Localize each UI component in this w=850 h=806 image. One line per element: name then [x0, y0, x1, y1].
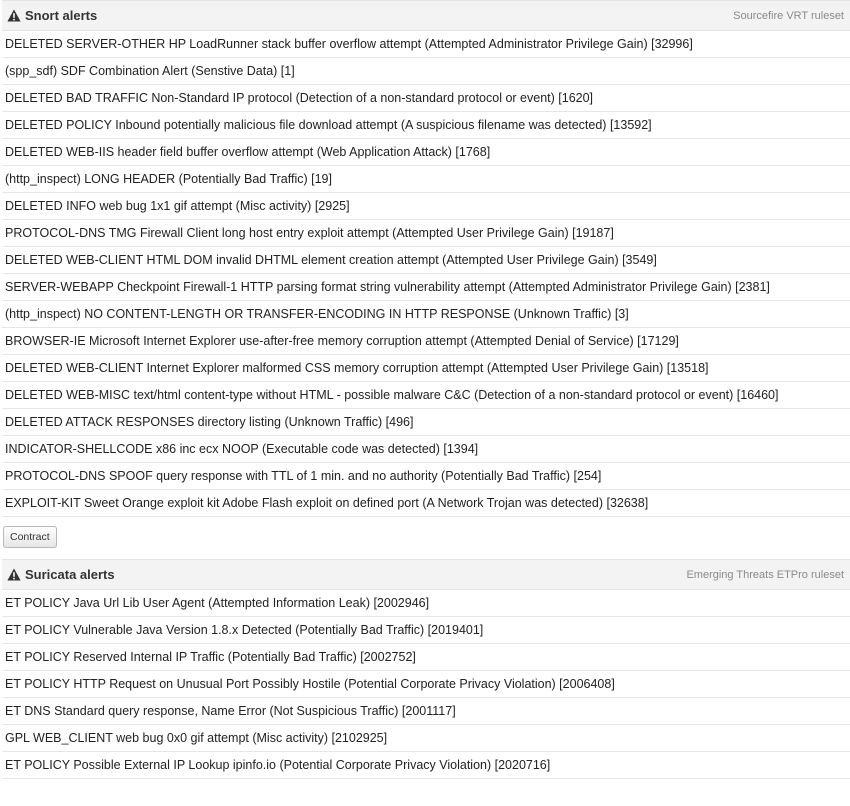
- alert-item: INDICATOR-SHELLCODE x86 inc ecx NOOP (Executable code was detected) [1394]: [2, 436, 850, 463]
- alert-item: GPL WEB_CLIENT web bug 0x0 gif attempt (Misc activity) [2102925]: [2, 725, 850, 752]
- suricata-alerts-panel: [2, 559, 850, 779]
- alert-item: ET POLICY Java Url Lib User Agent (Attempted Information Leak) [2002946]: [2, 590, 850, 617]
- suricata-ruleset-label: Emerging Threats ETPro ruleset: [686, 568, 844, 581]
- alert-item: BROWSER-IE Microsoft Internet Explorer use-after-free memory corruption attempt (Attempted Denial of Service) [17129]: [2, 328, 850, 355]
- alert-item: PROTOCOL-DNS SPOOF query response with TTL of 1 min. and no authority (Potentially Bad Traffic) [254]: [2, 463, 850, 490]
- snort-alert-list: [2, 31, 850, 517]
- snort-alerts-title: Snort alerts: [25, 8, 98, 23]
- suricata-alerts-header: [2, 559, 850, 590]
- alert-item: ET POLICY HTTP Request on Unusual Port Possibly Hostile (Potential Corporate Privacy Violation) [2006408]: [2, 671, 850, 698]
- snort-ruleset-label: Sourcefire VRT ruleset: [733, 9, 844, 22]
- alert-item: (spp_sdf) SDF Combination Alert (Senstive Data) [1]: [2, 58, 850, 85]
- warning-icon: [7, 9, 21, 22]
- snort-alerts-header: [2, 0, 850, 31]
- alert-item: DELETED WEB-CLIENT Internet Explorer malformed CSS memory corruption attempt (Attempted User Privilege Gain) [13518]: [2, 355, 850, 382]
- suricata-alerts-title-wrap: [7, 567, 115, 582]
- alert-item: EXPLOIT-KIT Sweet Orange exploit kit Adobe Flash exploit on defined port (A Network Trojan was detected) [32638]: [2, 490, 850, 517]
- panel-gap: [0, 552, 850, 559]
- alert-item: DELETED INFO web bug 1x1 gif attempt (Misc activity) [2925]: [2, 193, 850, 220]
- contract-button[interactable]: Contract: [3, 526, 57, 548]
- alert-item: DELETED WEB-CLIENT HTML DOM invalid DHTML element creation attempt (Attempted User Privilege Gain) [3549]: [2, 247, 850, 274]
- suricata-alerts-title: Suricata alerts: [25, 567, 115, 582]
- snort-button-row: [2, 517, 850, 552]
- alert-item: DELETED BAD TRAFFIC Non-Standard IP protocol (Detection of a non-standard protocol or event) [1620]: [2, 85, 850, 112]
- alert-item: ET POLICY Vulnerable Java Version 1.8.x Detected (Potentially Bad Traffic) [2019401]: [2, 617, 850, 644]
- alert-item: DELETED POLICY Inbound potentially malicious file download attempt (A suspicious filename was detected) [13592]: [2, 112, 850, 139]
- alert-item: DELETED SERVER-OTHER HP LoadRunner stack buffer overflow attempt (Attempted Administrator Privilege Gain) [32996]: [2, 31, 850, 58]
- alert-item: DELETED WEB-IIS header field buffer overflow attempt (Web Application Attack) [1768]: [2, 139, 850, 166]
- suricata-alert-list: [2, 590, 850, 779]
- snort-alerts-title-wrap: [7, 8, 97, 23]
- alert-item: DELETED ATTACK RESPONSES directory listing (Unknown Traffic) [496]: [2, 409, 850, 436]
- alert-item: ET POLICY Reserved Internal IP Traffic (Potentially Bad Traffic) [2002752]: [2, 644, 850, 671]
- alert-item: (http_inspect) NO CONTENT-LENGTH OR TRANSFER-ENCODING IN HTTP RESPONSE (Unknown Traffic) [3]: [2, 301, 850, 328]
- alert-item: SERVER-WEBAPP Checkpoint Firewall-1 HTTP parsing format string vulnerability attempt (Attempted Administrator Privilege Gain) [2381]: [2, 274, 850, 301]
- alert-item: PROTOCOL-DNS TMG Firewall Client long host entry exploit attempt (Attempted User Privilege Gain) [19187]: [2, 220, 850, 247]
- warning-icon: [7, 568, 21, 581]
- alert-item: ET POLICY Possible External IP Lookup ipinfo.io (Potential Corporate Privacy Violation) [2020716]: [2, 752, 850, 779]
- alert-item: (http_inspect) LONG HEADER (Potentially Bad Traffic) [19]: [2, 166, 850, 193]
- alert-item: DELETED WEB-MISC text/html content-type without HTML - possible malware C&C (Detection of a non-standard protocol or event) [16460]: [2, 382, 850, 409]
- alert-item: ET DNS Standard query response, Name Error (Not Suspicious Traffic) [2001117]: [2, 698, 850, 725]
- snort-alerts-panel: [2, 0, 850, 552]
